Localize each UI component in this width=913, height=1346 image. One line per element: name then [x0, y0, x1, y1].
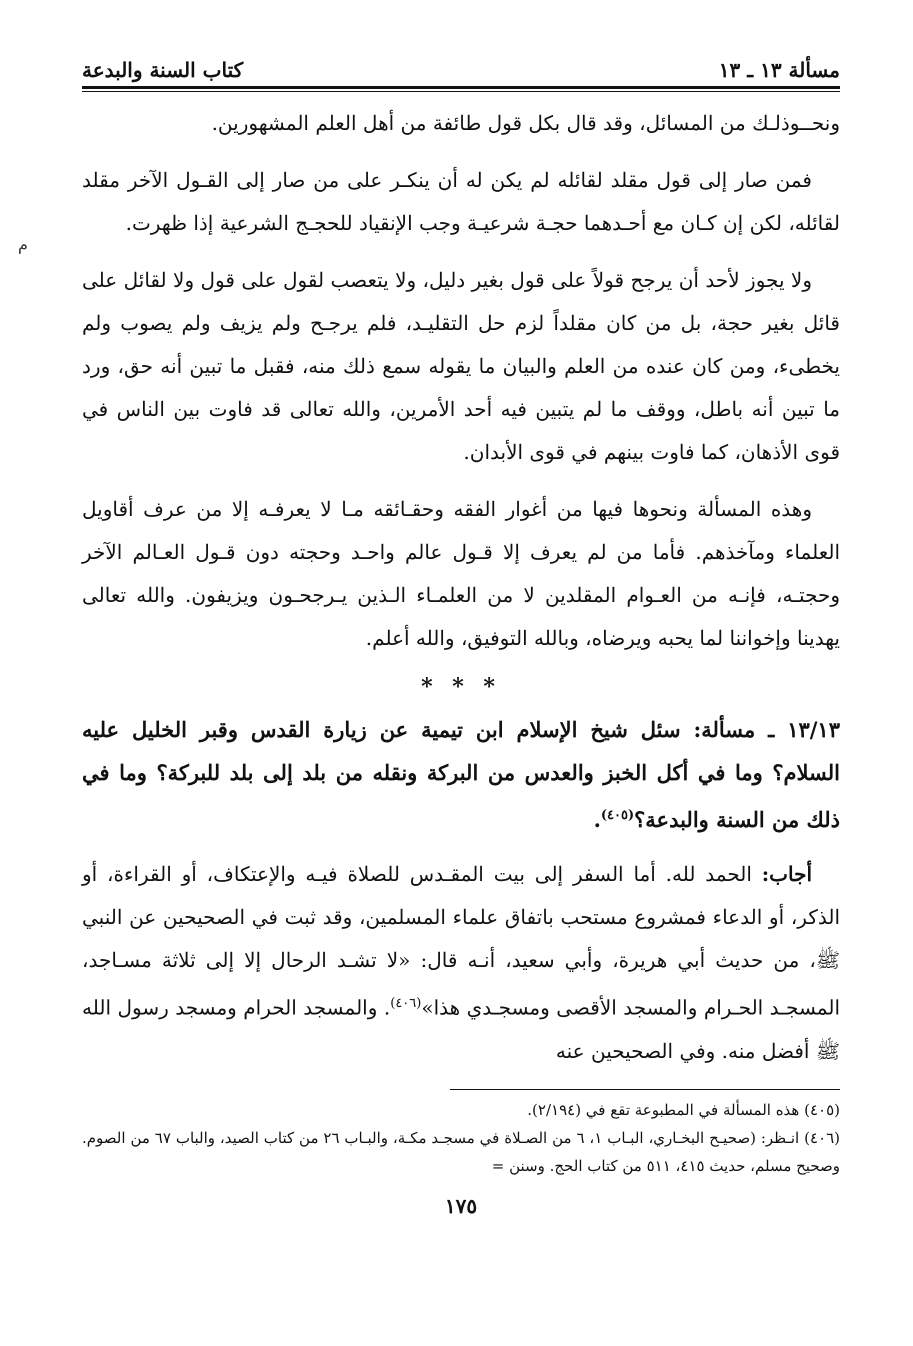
page: [82, 48, 840, 1218]
header-left: كتاب السنة والبدعة: [82, 58, 244, 82]
answer-lead: أجاب:: [761, 862, 813, 886]
section-separator: * * *: [421, 674, 501, 700]
answer-text-1: الحمد لله. أما السفر إلى بيت المقـدس للصلاة فيـه والإعتكاف، أو القراءة، أو الذكر، أو الدعاء فمشروع مستحب باتفاق علماء المسلمين، وقد ثبت في الصحيحين عن النبي ﷺ، من حديث أبي هريرة، وأبي سعيد، أنـه قال: «لا تشـد الرحال إلا إلى ثلاثة مسـاجد، المسجـد الحـرام والمسجد الأقصى ومسجـدي هذا»: [82, 862, 841, 1020]
running-header: [82, 48, 840, 82]
answer-footnote-ref: (٤٠٦): [390, 996, 422, 1011]
footnote-405: (٤٠٥) هذه المسألة في المطبوعة تقع في (٢/١٩٤).: [527, 1100, 840, 1119]
page-number: ١٧٥: [444, 1193, 478, 1218]
answer-paragraph: [82, 853, 840, 1073]
margin-mark: م: [18, 235, 28, 254]
question-text: ١٣/١٣ ـ مسألة: سئل شيخ الإسلام ابن تيمية عن زيارة القدس وقبر الخليل عليه السلام؟ وما في أكل الخبز والعدس من البركة ونقله من بلد إلى بلد للبركة؟ وما في ذلك من السنة والبدعة؟: [82, 717, 840, 832]
paragraph-4: وهذه المسألة ونحوها فيها من أغوار الفقه وحقـائقه مـا لا يعرفـه إلا من عرف أقاويل العلماء ومآخذهم. فأما من لم يعرف إلا قـول عالم واحـد وحجته دون قـول العـالم الآخر وحجتـه، فإنـه من العـوام المقلدين لا من العلمـاء الـذين يـرجحـون ويزيفون. والله تعالى يهدينا وإخواننا لما يحبه ويرضاه، وبالله التوفيق، والله أعلم.: [82, 497, 840, 650]
paragraph-2: فمن صار إلى قول مقلد لقائله لم يكن له أن ينكـر على من صار إلى القـول الآخر مقلد لقائله، لكن إن كـان مع أحـدهما حجـة شرعيـة وجب الإنقياد للحجـج الشرعية إذا ظهرت.: [82, 168, 840, 235]
footnote-406: (٤٠٦) انـظر: (صحيـح البخـاري، البـاب ١، ٦ من الصـلاة في مسجـد مكـة، والبـاب ٢٦ من كتاب الصيد، والباب ٦٧ من الصوم. وصحيح مسلم، حديث ٤١٥، ٥١١ من كتاب الحج. وسنن =: [82, 1128, 841, 1175]
answer-text-2: . والمسجد الحرام ومسجد رسول الله ﷺ أفضل منه. وفي الصحيحين عنه: [82, 995, 840, 1063]
header-rule-thick: [82, 86, 840, 89]
footnote-rule: [450, 1089, 840, 1090]
question-heading: ١٣/١٣ ـ مسألة: سئل شيخ الإسلام ابن تيمية عن زيارة القدس وقبر الخليل عليه السلام؟ وما في أكل الخبز والعدس من البركة ونقله من بلد إلى بلد للبركة؟ وما في ذلك من السنة والبدعة؟$^{(٤٠٥)}$.: [82, 717, 840, 832]
question-footnote-ref: (٤٠٥): [600, 808, 635, 823]
paragraph-3: ولا يجوز لأحد أن يرجح قولاً على قول بغير دليل، ولا يتعصب لقول على قول ولا لقائل على قائل بغير حجة، بل من كان مقلداً لزم حل التقليـد، فلم يرجـح ولم يزيف ولم يصوب ولم يخطىء، ومن كان عنده من العلم والبيان ما يقوله سمع ذلك منه، فقبل ما تبين أنه حق، ورد ما تبين أنه باطل، ووقف ما لم يتبين فيه أحد الأمرين، والله تعالى قد فاوت بين الناس في قوى الأذهان، كما فاوت بينهم في قوى الأبدان.: [82, 268, 840, 464]
paragraph-1: ونحــوذلـك من المسائل، وقد قال بكل قول طائفة من أهل العلم المشهورين.: [211, 111, 840, 135]
header-right: مسألة ١٣ ـ ١٣: [718, 58, 840, 82]
